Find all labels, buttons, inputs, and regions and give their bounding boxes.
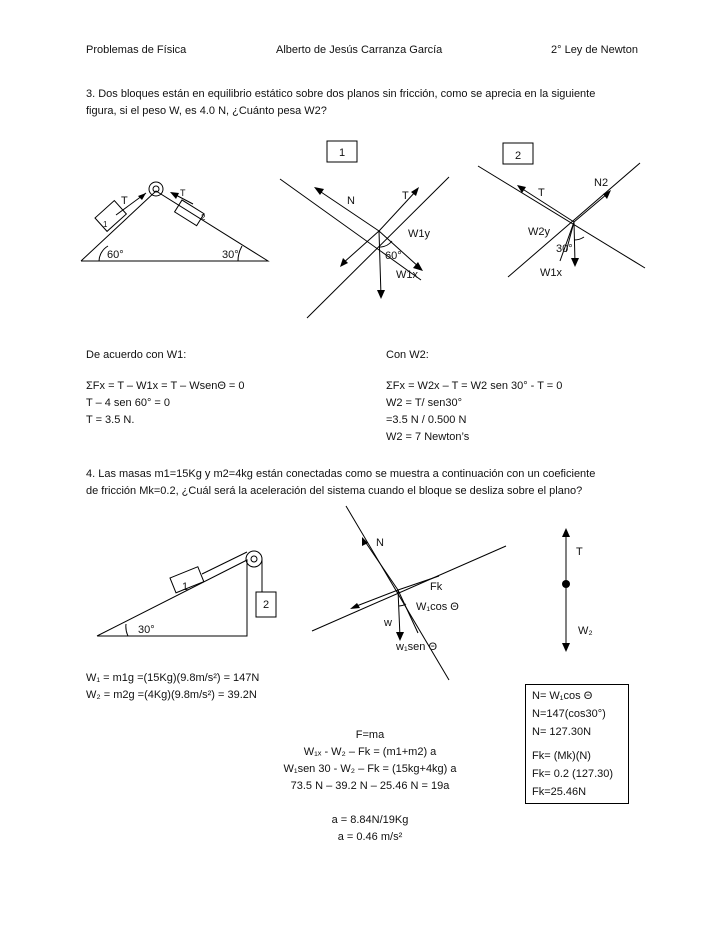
mass-point: [562, 580, 570, 588]
angle-label: 60°: [107, 249, 124, 261]
label-block-2: 2: [263, 599, 270, 611]
equation-line: N= 127.30N: [532, 726, 592, 738]
angle-label: 30°: [556, 243, 573, 255]
arrowhead: [350, 603, 360, 609]
angle-label: 30°: [222, 249, 239, 261]
pulley-inner-icon: [251, 556, 257, 562]
label-w2y: W2y: [528, 226, 550, 238]
label-w1sen: w₁sen Θ: [396, 641, 438, 653]
label-tension: T: [576, 546, 583, 558]
label-w1x: W1x: [396, 269, 418, 281]
header-subject: Problemas de Física: [86, 44, 187, 56]
arrowhead: [562, 528, 570, 537]
label-weight: w: [384, 617, 392, 629]
statement-line: 3. Dos bloques están en equilibrio estático sobre dos planos sin fricción, como se aprecia en la siguiente: [86, 88, 596, 100]
equation-line: a = 0.46 m/s²: [337, 831, 403, 843]
solution-title: Con W2:: [386, 349, 429, 361]
pulley-outer-icon: [246, 551, 262, 567]
component-vector: [354, 590, 398, 607]
statement-line: de fricción Mk=0.2, ¿Cuál será la aceleración del sistema cuando el bloque se desliza sobre el plano?: [86, 485, 583, 497]
equation-line: W2 = T/ sen30°: [386, 397, 463, 409]
equation-line: a = 8.84N/19Kg: [331, 814, 409, 826]
equation-line: Fk=25.46N: [532, 786, 587, 798]
equation-line: =3.5 N / 0.500 N: [386, 414, 467, 426]
angle-arc: [126, 624, 128, 636]
label-w1x: W1x: [540, 267, 562, 279]
equation-line: W₁ₓ - W₂ – Fk = (m1+m2) a: [303, 746, 437, 758]
label-tension: T: [121, 195, 128, 207]
label-normal: N: [376, 537, 384, 549]
label-tension: T: [402, 190, 409, 202]
equation-line: Fk= (Mk)(N): [532, 750, 591, 762]
fbd-number: 2: [515, 150, 522, 162]
spacer: [260, 795, 480, 812]
label-tension: T: [180, 188, 186, 198]
statement-line: figura, si el peso W, es 4.0 N, ¿Cuánto pesa W2?: [86, 105, 327, 117]
label-w2: W₂: [578, 625, 593, 637]
label-normal: N2: [594, 177, 609, 189]
incline-axis-line: [312, 546, 506, 631]
equation-line: N=147(cos30°): [532, 708, 606, 720]
equation-line: ΣFx = T – W1x = T – WsenΘ = 0: [86, 380, 245, 392]
angle-label: 60°: [385, 250, 402, 262]
equation-line: T – 4 sen 60° = 0: [86, 397, 171, 409]
acceleration-derivation: [260, 727, 480, 846]
equation-line: Fk= 0.2 (127.30): [532, 768, 614, 780]
equation-line: 73.5 N – 39.2 N – 25.46 N = 19a: [290, 780, 450, 792]
label-w1cos: W₁cos Θ: [416, 601, 459, 613]
component-vector: [398, 590, 418, 633]
label-normal: N: [347, 195, 355, 207]
equation-line: W₁ = m1g =(15Kg)(9.8m/s²) = 147N: [86, 672, 260, 684]
label-block-1: 1: [182, 581, 189, 593]
header-author: Alberto de Jesús Carranza García: [276, 44, 443, 56]
statement-line: 4. Las masas m1=15Kg y m2=4kg están conectadas como se muestra a continuación con un coeficiente: [86, 468, 596, 480]
incline-triangle: [97, 560, 247, 636]
label-block-2: 2: [201, 213, 206, 222]
equation-line: ΣFx = W2x – T = W2 sen 30° - T = 0: [386, 380, 563, 392]
solution-title: De acuerdo con W1:: [86, 349, 187, 361]
equation-line: W₁sen 30 - W₂ – Fk = (15kg+4kg) a: [283, 763, 457, 775]
weights-block: [86, 670, 259, 704]
label-tension: T: [538, 187, 545, 199]
label-w1y: W1y: [408, 228, 430, 240]
angle-label: 30°: [138, 624, 155, 636]
equation-line: T = 3.5 N.: [86, 414, 135, 426]
normal-friction-box: [525, 684, 629, 804]
label-friction: Fk: [430, 581, 443, 593]
equation-line: N= W₁cos Θ: [532, 690, 593, 702]
equation-line: W2 = 7 Newton’s: [386, 431, 470, 443]
equation-line: F=ma: [355, 729, 385, 741]
arrowhead: [562, 643, 570, 652]
fbd-number: 1: [339, 147, 346, 159]
label-block-1: 1: [103, 220, 108, 229]
header-topic: 2° Ley de Newton: [551, 44, 638, 56]
equation-line: W₂ = m2g =(4Kg)(9.8m/s²) = 39.2N: [86, 689, 257, 701]
